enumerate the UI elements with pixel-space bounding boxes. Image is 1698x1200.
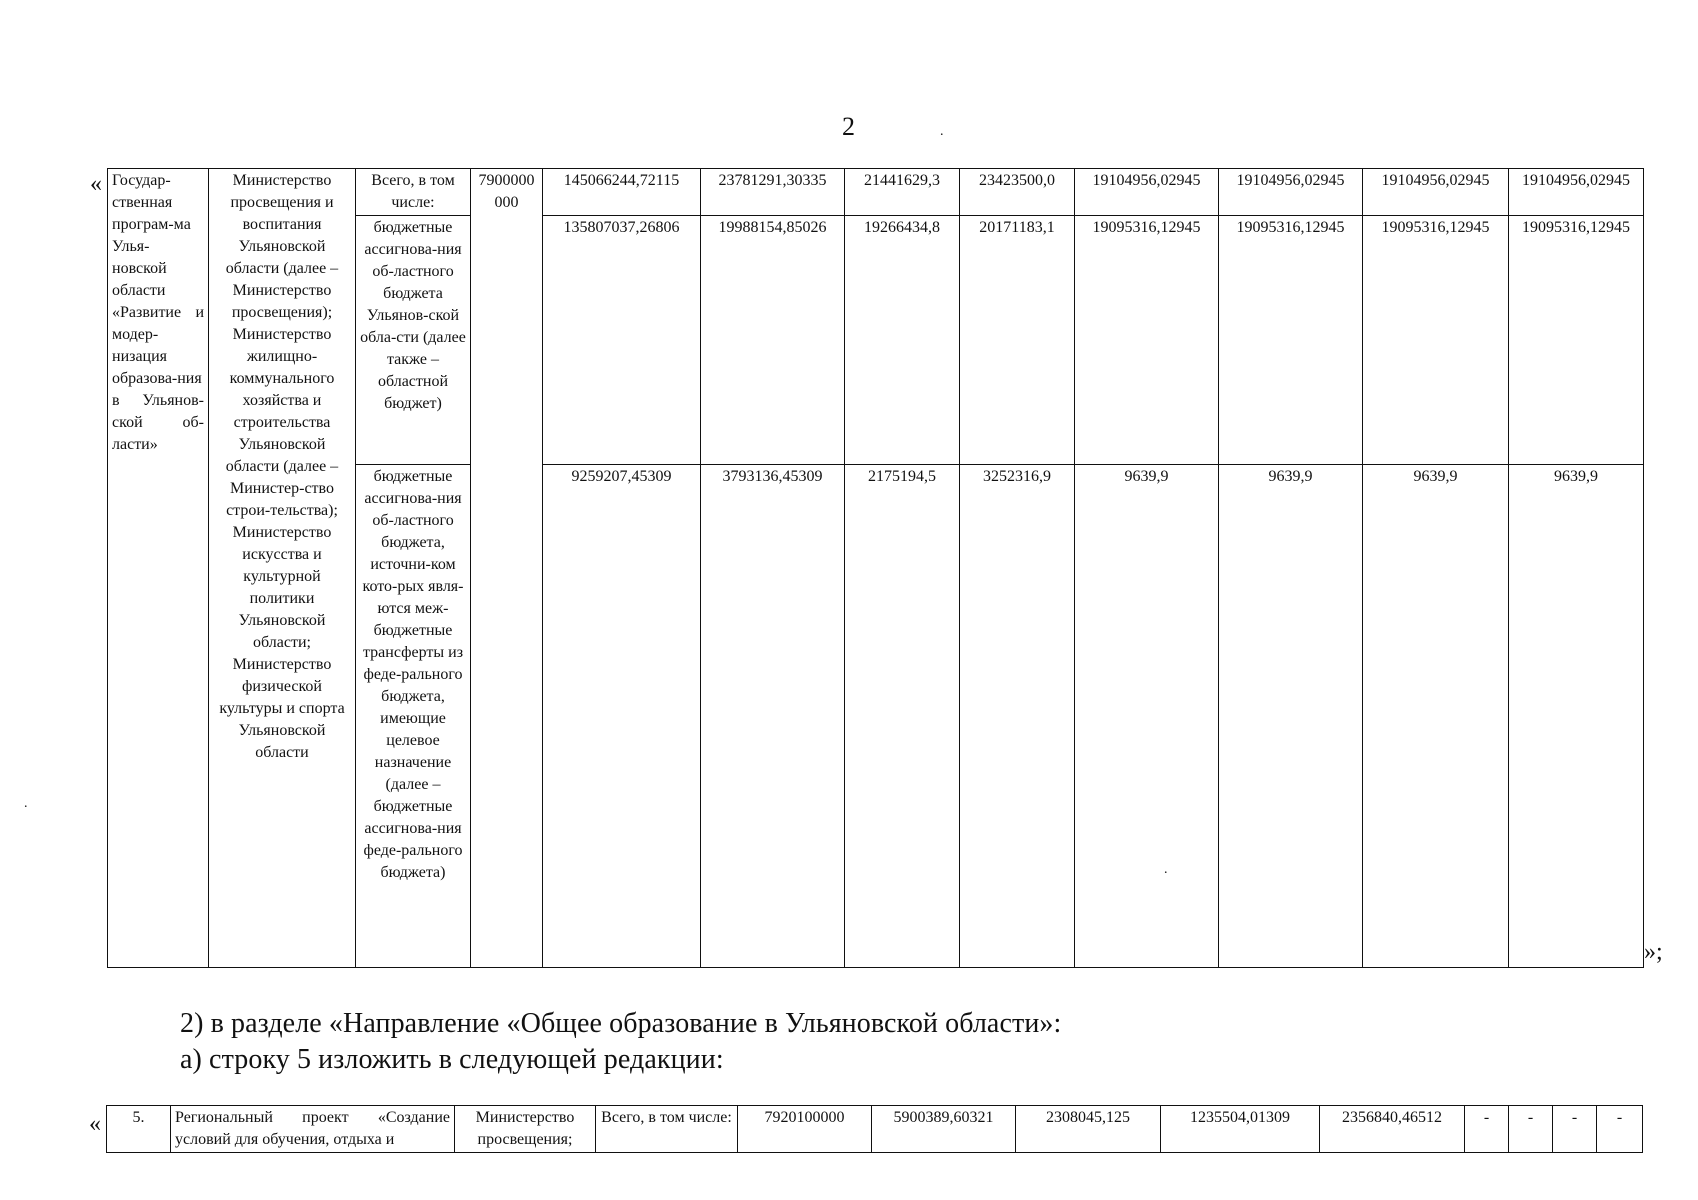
value-cell: 19095316,12945 — [1075, 216, 1219, 465]
value-cell: 19104956,02945 — [1075, 169, 1219, 216]
value-cell: 5900389,60321 — [872, 1106, 1016, 1153]
table-row — [108, 169, 1644, 216]
value-cell: - — [1597, 1106, 1643, 1153]
value-cell: 19104956,02945 — [1363, 169, 1509, 216]
code-cell: 7900000000 — [471, 169, 543, 968]
value-cell: 23781291,30335 — [701, 169, 845, 216]
opening-quote: « — [90, 171, 102, 197]
program-name-cell: Государ-ственная програм-ма Улья-новской области «Развитие и модер-низация образова-ния в Ульянов-ской об-ласти» — [108, 169, 209, 968]
value-cell: - — [1553, 1106, 1597, 1153]
row5-table — [106, 1105, 1643, 1153]
value-cell: 3252316,9 — [960, 465, 1075, 968]
value-cell: 2356840,46512 — [1320, 1106, 1465, 1153]
value-cell: 9639,9 — [1509, 465, 1644, 968]
project-name-cell: Региональный проект «Создание условий для обучения, отдыха и — [171, 1106, 455, 1153]
value-cell: 1235504,01309 — [1161, 1106, 1320, 1153]
value-cell: 2175194,5 — [845, 465, 960, 968]
row-number-cell: 5. — [107, 1106, 171, 1153]
value-cell: 9639,9 — [1075, 465, 1219, 968]
value-cell: 135807037,26806 — [543, 216, 701, 465]
value-cell: 19095316,12945 — [1219, 216, 1363, 465]
value-cell: 20171183,1 — [960, 216, 1075, 465]
source-label-cell: бюджетные ассигнова-ния об-ластного бюджета Ульянов-ской обла-сти (далее также – областной бюджет) — [356, 216, 471, 465]
value-cell: 19095316,12945 — [1363, 216, 1509, 465]
scan-dot: . — [1164, 862, 1168, 877]
value-cell: 9639,9 — [1219, 465, 1363, 968]
value-cell: 19104956,02945 — [1509, 169, 1644, 216]
value-cell: 9259207,45309 — [543, 465, 701, 968]
value-cell: - — [1465, 1106, 1509, 1153]
page-number: 2 — [842, 112, 855, 141]
value-cell: 23423500,0 — [960, 169, 1075, 216]
table-row — [107, 1106, 1643, 1153]
value-cell: 3793136,45309 — [701, 465, 845, 968]
scan-dot: . — [940, 124, 944, 139]
value-cell: - — [1509, 1106, 1553, 1153]
value-cell: 19988154,85026 — [701, 216, 845, 465]
executor-cell: Министерство просвещения; — [455, 1106, 596, 1153]
closing-quote: »; — [1644, 939, 1663, 965]
program-table — [107, 168, 1644, 968]
value-cell: 19266434,8 — [845, 216, 960, 465]
source-label-cell: бюджетные ассигнова-ния об-ластного бюджета, источни-ком кото-рых явля-ются меж-бюджетные трансферты из феде-рального бюджета, имеющие целевое назначение (далее – бюджетные ассигнова-ния феде-рального бюджета) — [356, 465, 471, 968]
value-cell: 9639,9 — [1363, 465, 1509, 968]
value-cell: 19095316,12945 — [1509, 216, 1644, 465]
scan-dot: . — [24, 796, 28, 811]
amendment-paragraph: 2) в разделе «Направление «Общее образование в Ульяновской области»: — [180, 1008, 1062, 1039]
executors-cell: Министерство просвещения и воспитания Ульяновской области (далее – Министерство просвещения); Министерство жилищно-коммунального хозяйства и строительства Ульяновской области (далее – Министер-ство строи-тельства); Министерство искусства и культурной политики Ульяновской области; Министерство физической культуры и спорта Ульяновской области — [209, 169, 356, 968]
value-cell: 19104956,02945 — [1219, 169, 1363, 216]
amendment-paragraph: а) строку 5 изложить в следующей редакции: — [180, 1044, 724, 1075]
source-label-cell: Всего, в том числе: — [356, 169, 471, 216]
value-cell: 145066244,72115 — [543, 169, 701, 216]
source-label-cell: Всего, в том числе: — [596, 1106, 738, 1153]
value-cell: 21441629,3 — [845, 169, 960, 216]
opening-quote: « — [89, 1111, 101, 1137]
value-cell: 2308045,125 — [1016, 1106, 1161, 1153]
code-cell: 7920100000 — [738, 1106, 872, 1153]
